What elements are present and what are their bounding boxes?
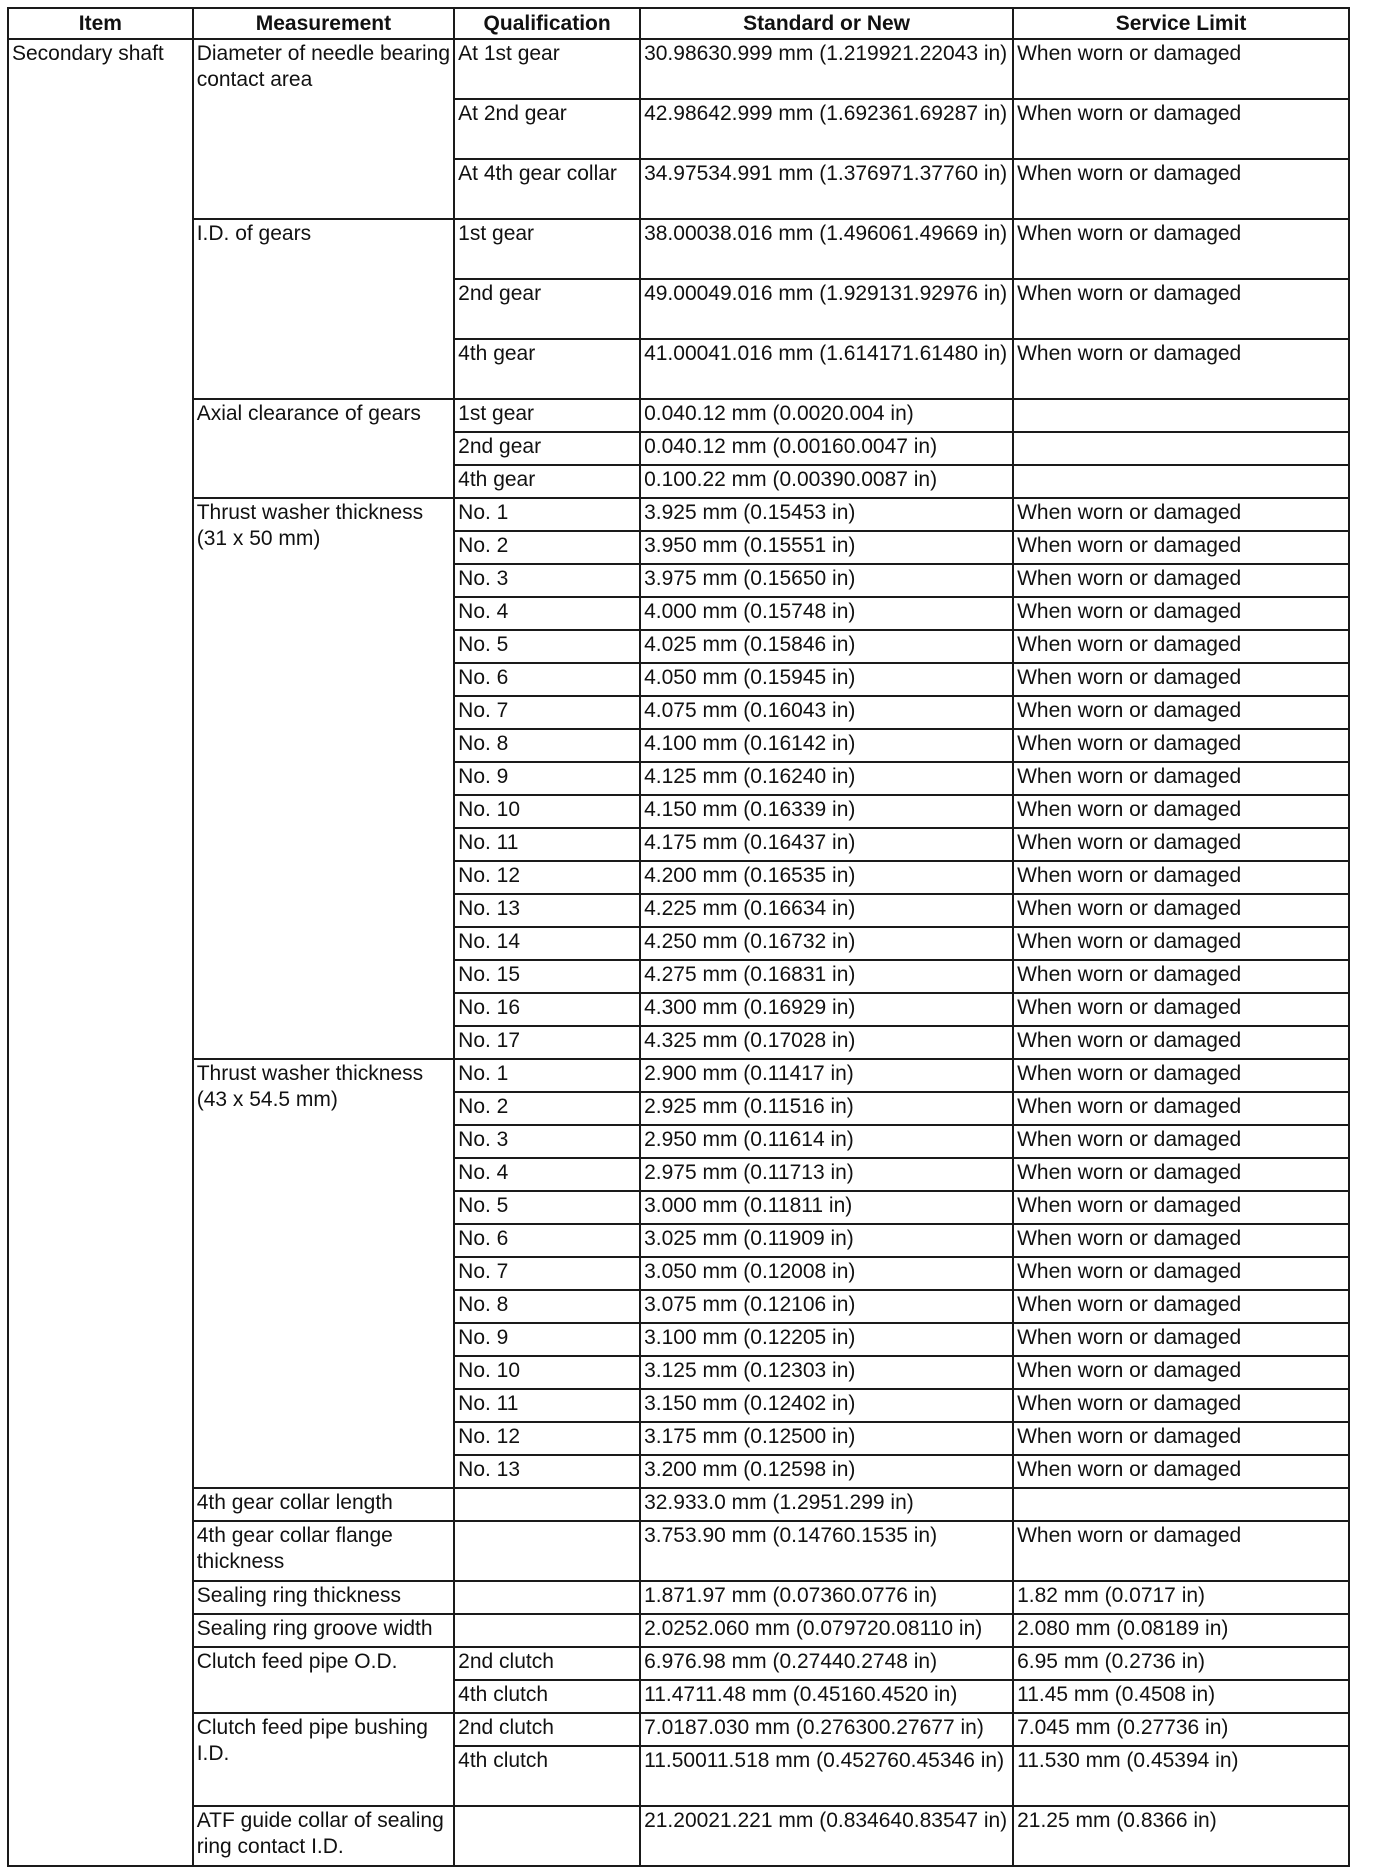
- cell-item: Secondary shaft: [8, 39, 193, 1866]
- cell-service-limit: 6.95 mm (0.2736 in): [1013, 1647, 1349, 1680]
- cell-standard: 21.20021.221 mm (0.834640.83547 in): [640, 1806, 1013, 1866]
- cell-service-limit: When worn or damaged: [1013, 696, 1349, 729]
- cell-qualification: 2nd clutch: [454, 1713, 640, 1746]
- cell-service-limit: When worn or damaged: [1013, 1158, 1349, 1191]
- cell-standard: 3.150 mm (0.12402 in): [640, 1389, 1013, 1422]
- cell-standard: 3.100 mm (0.12205 in): [640, 1323, 1013, 1356]
- cell-service-limit: When worn or damaged: [1013, 894, 1349, 927]
- cell-service-limit: When worn or damaged: [1013, 219, 1349, 279]
- cell-service-limit: When worn or damaged: [1013, 1092, 1349, 1125]
- cell-service-limit: [1013, 399, 1349, 432]
- cell-qualification: No. 13: [454, 1455, 640, 1488]
- cell-standard: 3.975 mm (0.15650 in): [640, 564, 1013, 597]
- cell-measurement: Axial clearance of gears: [193, 399, 454, 498]
- cell-service-limit: When worn or damaged: [1013, 729, 1349, 762]
- cell-service-limit: When worn or damaged: [1013, 531, 1349, 564]
- cell-standard: 4.325 mm (0.17028 in): [640, 1026, 1013, 1059]
- cell-service-limit: When worn or damaged: [1013, 339, 1349, 399]
- cell-standard: 4.150 mm (0.16339 in): [640, 795, 1013, 828]
- cell-service-limit: When worn or damaged: [1013, 1191, 1349, 1224]
- cell-service-limit: When worn or damaged: [1013, 795, 1349, 828]
- spec-table: [7, 7, 1350, 1867]
- cell-service-limit: When worn or damaged: [1013, 1455, 1349, 1488]
- table-row: [8, 219, 1349, 279]
- cell-standard: 3.125 mm (0.12303 in): [640, 1356, 1013, 1389]
- cell-standard: 7.0187.030 mm (0.276300.27677 in): [640, 1713, 1013, 1746]
- cell-standard: 0.040.12 mm (0.0020.004 in): [640, 399, 1013, 432]
- cell-standard: 3.925 mm (0.15453 in): [640, 498, 1013, 531]
- cell-standard: 3.025 mm (0.11909 in): [640, 1224, 1013, 1257]
- cell-qualification: [454, 1581, 640, 1614]
- cell-qualification: [454, 1488, 640, 1521]
- cell-service-limit: 11.45 mm (0.4508 in): [1013, 1680, 1349, 1713]
- cell-standard: 32.933.0 mm (1.2951.299 in): [640, 1488, 1013, 1521]
- cell-standard: 34.97534.991 mm (1.376971.37760 in): [640, 159, 1013, 219]
- cell-service-limit: When worn or damaged: [1013, 663, 1349, 696]
- cell-standard: 30.98630.999 mm (1.219921.22043 in): [640, 39, 1013, 99]
- cell-service-limit: When worn or damaged: [1013, 1323, 1349, 1356]
- header-standard: Standard or New: [640, 8, 1013, 39]
- cell-qualification: No. 11: [454, 828, 640, 861]
- cell-standard: 3.950 mm (0.15551 in): [640, 531, 1013, 564]
- header-item: Item: [8, 8, 193, 39]
- cell-standard: 4.000 mm (0.15748 in): [640, 597, 1013, 630]
- cell-measurement: ATF guide collar of sealing ring contact I.D.: [193, 1806, 454, 1866]
- table-header: [8, 8, 1349, 39]
- cell-measurement: 4th gear collar flange thickness: [193, 1521, 454, 1581]
- cell-qualification: 4th gear: [454, 339, 640, 399]
- cell-standard: 3.075 mm (0.12106 in): [640, 1290, 1013, 1323]
- cell-qualification: 4th clutch: [454, 1746, 640, 1806]
- cell-standard: 4.200 mm (0.16535 in): [640, 861, 1013, 894]
- cell-standard: 3.050 mm (0.12008 in): [640, 1257, 1013, 1290]
- cell-measurement: Thrust washer thickness (43 x 54.5 mm): [193, 1059, 454, 1488]
- cell-service-limit: When worn or damaged: [1013, 1224, 1349, 1257]
- table-row: [8, 1647, 1349, 1680]
- cell-qualification: No. 2: [454, 1092, 640, 1125]
- cell-service-limit: 21.25 mm (0.8366 in): [1013, 1806, 1349, 1866]
- table-row: [8, 1488, 1349, 1521]
- cell-standard: 2.0252.060 mm (0.079720.08110 in): [640, 1614, 1013, 1647]
- cell-standard: 1.871.97 mm (0.07360.0776 in): [640, 1581, 1013, 1614]
- cell-service-limit: When worn or damaged: [1013, 993, 1349, 1026]
- cell-qualification: 2nd clutch: [454, 1647, 640, 1680]
- cell-standard: 0.100.22 mm (0.00390.0087 in): [640, 465, 1013, 498]
- cell-qualification: No. 1: [454, 1059, 640, 1092]
- cell-qualification: No. 11: [454, 1389, 640, 1422]
- cell-service-limit: When worn or damaged: [1013, 564, 1349, 597]
- cell-standard: 2.925 mm (0.11516 in): [640, 1092, 1013, 1125]
- cell-standard: 2.950 mm (0.11614 in): [640, 1125, 1013, 1158]
- cell-service-limit: 1.82 mm (0.0717 in): [1013, 1581, 1349, 1614]
- cell-service-limit: When worn or damaged: [1013, 597, 1349, 630]
- cell-standard: 11.4711.48 mm (0.45160.4520 in): [640, 1680, 1013, 1713]
- cell-standard: 49.00049.016 mm (1.929131.92976 in): [640, 279, 1013, 339]
- cell-qualification: [454, 1614, 640, 1647]
- cell-qualification: No. 6: [454, 663, 640, 696]
- table-row: [8, 498, 1349, 531]
- cell-service-limit: When worn or damaged: [1013, 498, 1349, 531]
- cell-service-limit: [1013, 1488, 1349, 1521]
- cell-measurement: Sealing ring thickness: [193, 1581, 454, 1614]
- table-row: [8, 39, 1349, 99]
- cell-qualification: No. 6: [454, 1224, 640, 1257]
- cell-qualification: No. 2: [454, 531, 640, 564]
- cell-service-limit: When worn or damaged: [1013, 279, 1349, 339]
- cell-service-limit: When worn or damaged: [1013, 927, 1349, 960]
- cell-service-limit: When worn or damaged: [1013, 1389, 1349, 1422]
- cell-qualification: No. 4: [454, 597, 640, 630]
- cell-standard: 4.250 mm (0.16732 in): [640, 927, 1013, 960]
- cell-standard: 4.025 mm (0.15846 in): [640, 630, 1013, 663]
- cell-standard: 4.075 mm (0.16043 in): [640, 696, 1013, 729]
- cell-standard: 0.040.12 mm (0.00160.0047 in): [640, 432, 1013, 465]
- table-row: [8, 1581, 1349, 1614]
- table-row: [8, 1713, 1349, 1746]
- cell-standard: 4.050 mm (0.15945 in): [640, 663, 1013, 696]
- cell-standard: 4.275 mm (0.16831 in): [640, 960, 1013, 993]
- cell-standard: 38.00038.016 mm (1.496061.49669 in): [640, 219, 1013, 279]
- cell-qualification: 2nd gear: [454, 279, 640, 339]
- cell-qualification: 1st gear: [454, 219, 640, 279]
- cell-service-limit: 7.045 mm (0.27736 in): [1013, 1713, 1349, 1746]
- cell-service-limit: [1013, 465, 1349, 498]
- cell-qualification: No. 9: [454, 762, 640, 795]
- cell-qualification: No. 3: [454, 1125, 640, 1158]
- cell-standard: 4.125 mm (0.16240 in): [640, 762, 1013, 795]
- cell-qualification: At 2nd gear: [454, 99, 640, 159]
- cell-service-limit: When worn or damaged: [1013, 1422, 1349, 1455]
- cell-standard: 4.175 mm (0.16437 in): [640, 828, 1013, 861]
- header-measurement: Measurement: [193, 8, 454, 39]
- header-row: [8, 8, 1349, 39]
- cell-service-limit: When worn or damaged: [1013, 1521, 1349, 1581]
- cell-qualification: 4th clutch: [454, 1680, 640, 1713]
- cell-qualification: No. 15: [454, 960, 640, 993]
- cell-qualification: No. 5: [454, 1191, 640, 1224]
- cell-qualification: No. 1: [454, 498, 640, 531]
- cell-qualification: No. 12: [454, 861, 640, 894]
- cell-measurement: Clutch feed pipe bushing I.D.: [193, 1713, 454, 1806]
- cell-measurement: Sealing ring groove width: [193, 1614, 454, 1647]
- table-row: [8, 1521, 1349, 1581]
- cell-qualification: No. 5: [454, 630, 640, 663]
- cell-service-limit: When worn or damaged: [1013, 630, 1349, 663]
- table-body: [8, 39, 1349, 1866]
- cell-standard: 42.98642.999 mm (1.692361.69287 in): [640, 99, 1013, 159]
- cell-service-limit: When worn or damaged: [1013, 960, 1349, 993]
- cell-service-limit: 11.530 mm (0.45394 in): [1013, 1746, 1349, 1806]
- cell-service-limit: When worn or damaged: [1013, 1257, 1349, 1290]
- cell-service-limit: When worn or damaged: [1013, 861, 1349, 894]
- cell-qualification: No. 7: [454, 696, 640, 729]
- cell-qualification: No. 9: [454, 1323, 640, 1356]
- header-qualification: Qualification: [454, 8, 640, 39]
- cell-measurement: 4th gear collar length: [193, 1488, 454, 1521]
- cell-service-limit: When worn or damaged: [1013, 828, 1349, 861]
- cell-standard: 3.200 mm (0.12598 in): [640, 1455, 1013, 1488]
- cell-standard: 4.300 mm (0.16929 in): [640, 993, 1013, 1026]
- cell-service-limit: When worn or damaged: [1013, 39, 1349, 99]
- cell-qualification: [454, 1806, 640, 1866]
- cell-qualification: 1st gear: [454, 399, 640, 432]
- cell-qualification: No. 14: [454, 927, 640, 960]
- cell-service-limit: When worn or damaged: [1013, 159, 1349, 219]
- cell-qualification: No. 16: [454, 993, 640, 1026]
- table-row: [8, 1614, 1349, 1647]
- cell-service-limit: When worn or damaged: [1013, 762, 1349, 795]
- cell-standard: 3.175 mm (0.12500 in): [640, 1422, 1013, 1455]
- cell-measurement: I.D. of gears: [193, 219, 454, 399]
- cell-qualification: 4th gear: [454, 465, 640, 498]
- cell-standard: 2.975 mm (0.11713 in): [640, 1158, 1013, 1191]
- cell-standard: 6.976.98 mm (0.27440.2748 in): [640, 1647, 1013, 1680]
- cell-qualification: No. 8: [454, 729, 640, 762]
- cell-service-limit: [1013, 432, 1349, 465]
- cell-qualification: No. 3: [454, 564, 640, 597]
- cell-qualification: No. 17: [454, 1026, 640, 1059]
- cell-measurement: Thrust washer thickness (31 x 50 mm): [193, 498, 454, 1059]
- table-row: [8, 1806, 1349, 1866]
- cell-qualification: At 1st gear: [454, 39, 640, 99]
- cell-qualification: No. 8: [454, 1290, 640, 1323]
- cell-service-limit: When worn or damaged: [1013, 1026, 1349, 1059]
- table-row: [8, 399, 1349, 432]
- cell-qualification: No. 7: [454, 1257, 640, 1290]
- cell-standard: 11.50011.518 mm (0.452760.45346 in): [640, 1746, 1013, 1806]
- cell-service-limit: 2.080 mm (0.08189 in): [1013, 1614, 1349, 1647]
- cell-standard: 3.000 mm (0.11811 in): [640, 1191, 1013, 1224]
- cell-service-limit: When worn or damaged: [1013, 1356, 1349, 1389]
- cell-service-limit: When worn or damaged: [1013, 1125, 1349, 1158]
- cell-standard: 4.225 mm (0.16634 in): [640, 894, 1013, 927]
- cell-qualification: [454, 1521, 640, 1581]
- cell-service-limit: When worn or damaged: [1013, 1059, 1349, 1092]
- cell-measurement: Clutch feed pipe O.D.: [193, 1647, 454, 1713]
- cell-qualification: No. 10: [454, 795, 640, 828]
- cell-standard: 41.00041.016 mm (1.614171.61480 in): [640, 339, 1013, 399]
- cell-standard: 2.900 mm (0.11417 in): [640, 1059, 1013, 1092]
- cell-standard: 4.100 mm (0.16142 in): [640, 729, 1013, 762]
- cell-qualification: At 4th gear collar: [454, 159, 640, 219]
- cell-measurement: Diameter of needle bearing contact area: [193, 39, 454, 219]
- cell-service-limit: When worn or damaged: [1013, 99, 1349, 159]
- cell-service-limit: When worn or damaged: [1013, 1290, 1349, 1323]
- header-service-limit: Service Limit: [1013, 8, 1349, 39]
- cell-standard: 3.753.90 mm (0.14760.1535 in): [640, 1521, 1013, 1581]
- cell-qualification: No. 10: [454, 1356, 640, 1389]
- cell-qualification: No. 4: [454, 1158, 640, 1191]
- cell-qualification: 2nd gear: [454, 432, 640, 465]
- cell-qualification: No. 12: [454, 1422, 640, 1455]
- cell-qualification: No. 13: [454, 894, 640, 927]
- table-row: [8, 1059, 1349, 1092]
